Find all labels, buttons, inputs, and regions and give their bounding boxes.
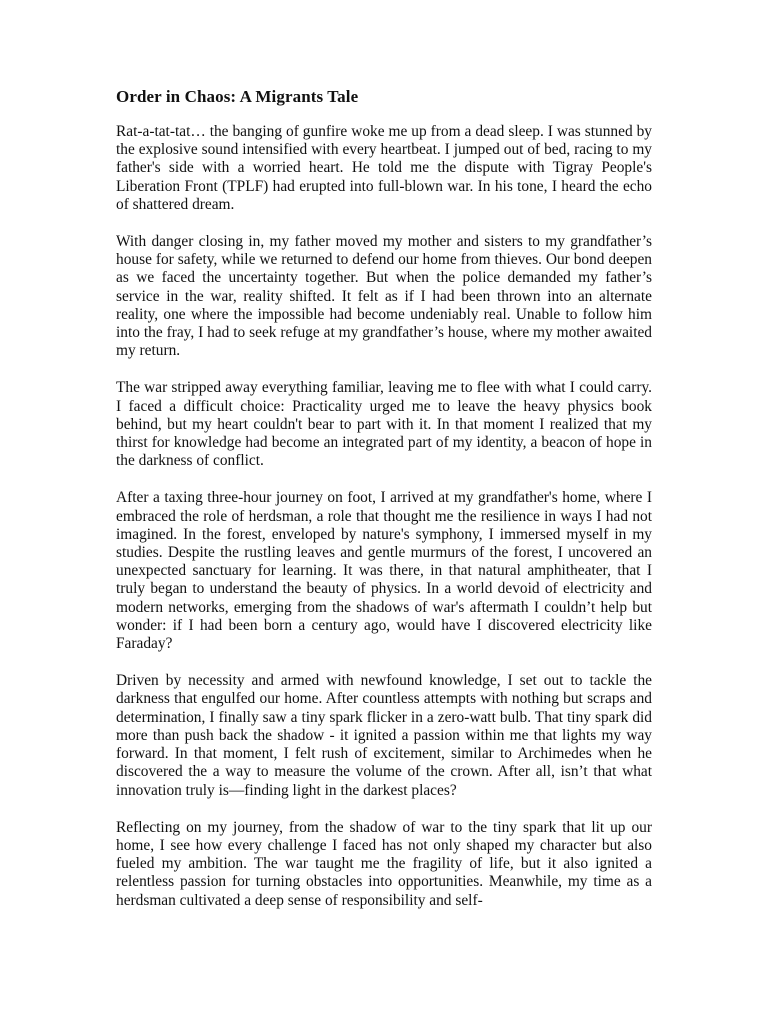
- paragraph-reflecting: Reflecting on my journey, from the shadow of war to the tiny spark that lit up our home, I see how every challenge I faced has not only shaped my character but also fueled my ambition. The war taught me the fragility of life, but it also ignited a relentless passion for turning obstacles into opportunities. Meanwhile, my time as a herdsman cultivated a deep sense of responsibility and self-: [116, 818, 652, 909]
- paragraph-gunfire: Rat-a-tat-tat… the banging of gunfire woke me up from a dead sleep. I was stunned by the explosive sound intensified with every heartbeat. I jumped out of bed, racing to my father's side with a worried heart. He told me the dispute with Tigray People's Liberation Front (TPLF) had erupted into full-blown war. In his tone, I heard the echo of shattered dream.: [116, 123, 652, 213]
- paragraph-journey-on-foot: After a taxing three-hour journey on foot, I arrived at my grandfather's home, where I embraced the role of herdsman, a role that thought me the resilience in ways I had not imagined. In the forest, enveloped by nature's symphony, I immersed myself in my studies. Despite the rustling leaves and gentle murmurs of the forest, I uncovered an unexpected sanctuary for learning. It was there, in that natural amphitheater, that I truly began to understand the beauty of physics. In a world devoid of electricity and modern networks, emerging from the shadows of war's aftermath I couldn’t help but wonder: if I had been born a century ago, would have I discovered electricity like Faraday?: [116, 489, 652, 653]
- paragraph-war-stripped: The war stripped away everything familiar, leaving me to flee with what I could carry. I faced a difficult choice: Practicality urged me to leave the heavy physics book behind, but my heart couldn't bear to part with it. In that moment I realized that my thirst for knowledge had become an integrated part of my identity, a beacon of hope in the darkness of conflict.: [116, 379, 652, 470]
- document-page: [116, 85, 652, 929]
- paragraph-spark: Driven by necessity and armed with newfound knowledge, I set out to tackle the darkness that engulfed our home. After countless attempts with nothing but scraps and determination, I finally saw a tiny spark flicker in a zero-watt bulb. That tiny spark did more than push back the shadow - it ignited a passion within me that lights my way forward. In that moment, I felt rush of excitement, similar to Archimedes when he discovered the a way to measure the volume of the crown. After all, isn’t that what innovation truly is—finding light in the darkest places?: [116, 672, 652, 799]
- paragraph-danger: With danger closing in, my father moved my mother and sisters to my grandfather’s house for safety, while we returned to defend our home from thieves. Our bond deepen as we faced the uncertainty together. But when the police demanded my father’s service in the war, reality shifted. It felt as if I had been thrown into an alternate reality, one where the impossible had become undeniably real. Unable to follow him into the fray, I had to seek refuge at my grandfather’s house, where my mother awaited my return.: [116, 233, 652, 360]
- document-title: Order in Chaos: A Migrants Tale: [116, 87, 359, 106]
